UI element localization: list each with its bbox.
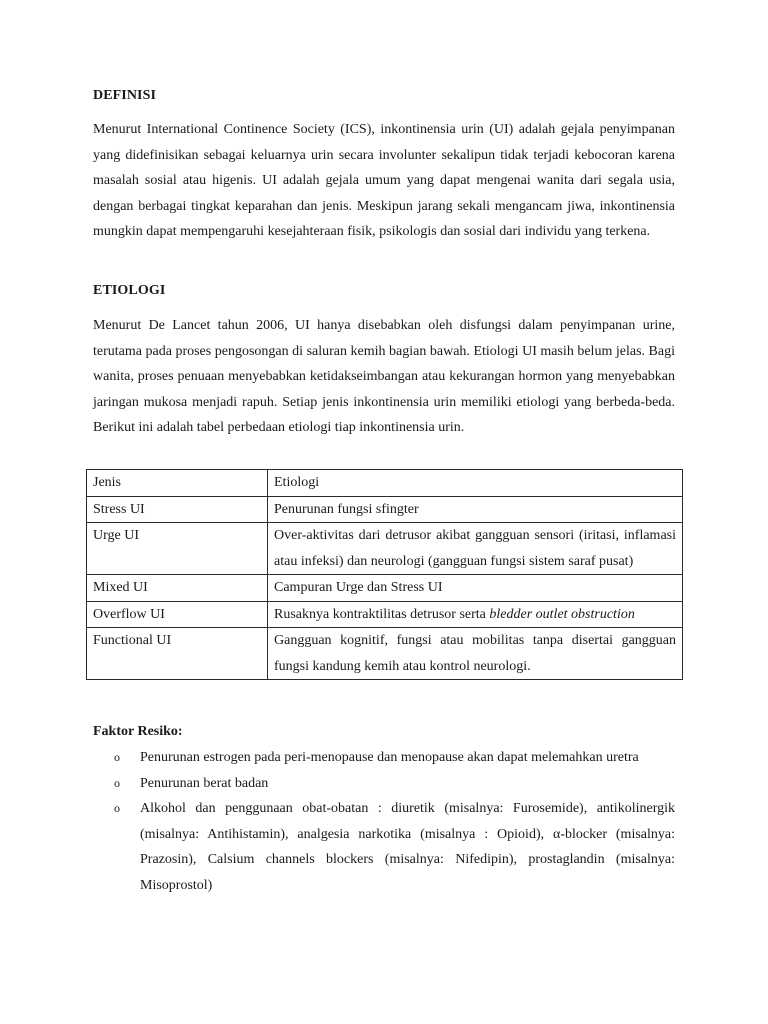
definisi-heading: DEFINISI	[93, 88, 157, 103]
definisi-paragraph: Menurut International Continence Society (ICS), inkontinensia urin (UI) adalah gejala penyimpanan yang didefinisikan sebagai keluarnya urin secara involunter sekalipun tidak terjadi kebocoran karena masalah sosial atau higenis. UI adalah gejala umum yang dapat mengenai wanita dari segala usia, dengan berbagai tingkat keparahan dan jenis. Meskipun jarang sekali mengancam jiwa, inkontinensia mungkin dapat mempengaruhi kesejahteraan fisik, psikologis dan sosial dari individu yang terkena.	[93, 122, 675, 239]
list-item-text: Penurunan berat badan	[140, 775, 269, 791]
list-item-text: Alkohol dan penggunaan obat-obatan : diuretik (misalnya: Furosemide), antikolinergik (misalnya: Antihistamin), analgesia narkotika (misalnya : Opioid), α-blocker (misalnya: Prazosin), Calsium channels blockers (misalnya: Nifedipin), prostaglandin (misalnya: Misoprostol)	[140, 801, 675, 893]
table-row	[87, 575, 683, 602]
faktor-resiko-list	[93, 745, 675, 898]
table-header-etiologi: Etiologi	[268, 470, 683, 497]
list-item	[93, 771, 675, 797]
table-cell-etiologi: Campuran Urge dan Stress UI	[268, 575, 683, 602]
etiologi-paragraph: Menurut De Lancet tahun 2006, UI hanya disebabkan oleh disfungsi dalam penyimpanan urine, terutama pada proses pengosongan di saluran kemih bagian bawah. Etiologi UI masih belum jelas. Bagi wanita, proses penuaan menyebabkan ketidakseimbangan atau kekurangan hormon yang menyebabkan jaringan mukosa menjadi rapuh. Setiap jenis inkontinensia urin memiliki etiologi yang berbeda-beda. Berikut ini adalah tabel perbedaan etiologi tiap inkontinensia urin.	[93, 318, 675, 435]
table-row	[87, 523, 683, 575]
etiologi-heading: ETIOLOGI	[93, 283, 166, 298]
faktor-resiko-heading: Faktor Resiko:	[93, 724, 183, 739]
bullet-circle-icon: o	[114, 750, 120, 764]
table-cell-jenis: Overflow UI	[87, 601, 268, 628]
list-item	[93, 745, 675, 771]
etiologi-text: Rusaknya kontraktilitas detrusor serta	[274, 606, 490, 622]
table-row	[87, 496, 683, 523]
table-cell-jenis: Stress UI	[87, 496, 268, 523]
table-row	[87, 628, 683, 680]
table-header-row	[87, 470, 683, 497]
table-cell-etiologi: Gangguan kognitif, fungsi atau mobilitas tanpa disertai gangguan fungsi kandung kemih atau kontrol neurologi.	[268, 628, 683, 680]
table-cell-etiologi: Penurunan fungsi sfingter	[268, 496, 683, 523]
table-cell-etiologi	[268, 601, 683, 628]
bullet-circle-icon: o	[114, 801, 120, 815]
etiologi-table	[86, 469, 683, 680]
table-cell-jenis: Functional UI	[87, 628, 268, 680]
table-cell-jenis: Mixed UI	[87, 575, 268, 602]
etiologi-italic-term: bledder outlet obstruction	[489, 606, 635, 622]
list-item-text: Penurunan estrogen pada peri-menopause dan menopause akan dapat melemahkan uretra	[140, 750, 639, 765]
table-row	[87, 601, 683, 628]
table-header-jenis: Jenis	[87, 470, 268, 497]
bullet-circle-icon: o	[114, 775, 120, 790]
list-item	[93, 796, 675, 898]
table-cell-jenis: Urge UI	[87, 523, 268, 575]
table-cell-etiologi: Over-aktivitas dari detrusor akibat gangguan sensori (iritasi, inflamasi atau infeksi) dan neurologi (gangguan fungsi sistem saraf pusat)	[268, 523, 683, 575]
